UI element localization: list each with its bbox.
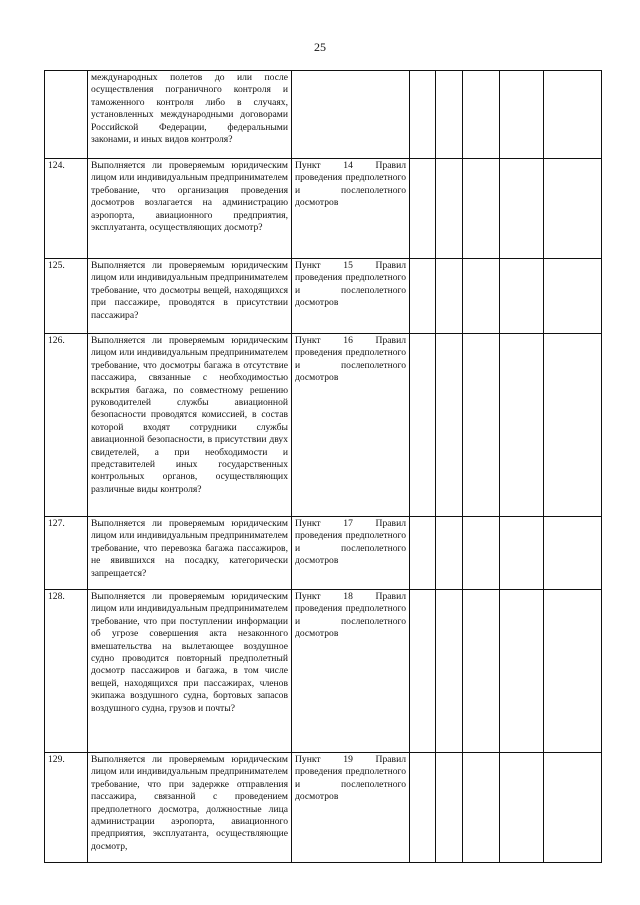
answer-cell (500, 259, 544, 334)
notes-cell (544, 517, 602, 590)
requirement-text: Выполняется ли проверяемым юридическим лицом или индивидуальным предпринимателем требование, что при задержке отправления пассажира, связанной с проведением предполетного досмотра, должностные лица администрации аэропорта, авиационного предприятия, эксплуатанта, осуществляющие досмотр, (88, 753, 292, 863)
row-number: 125. (45, 259, 88, 334)
table-row (45, 590, 602, 753)
requirement-text: Выполняется ли проверяемым юридическим лицом или индивидуальным предпринимателем требование, что организация проведения досмотров возлагается на администрацию аэропорта, авиационного предприятия, эксплуатанта, осуществляющих досмотр? (88, 159, 292, 259)
answer-cell (410, 159, 436, 259)
answer-cell (500, 334, 544, 517)
answer-cell (500, 71, 544, 159)
legal-reference: Пункт 17 Правил проведения предполетного и послеполетного досмотров (292, 517, 410, 590)
notes-cell (544, 159, 602, 259)
answer-cell (410, 259, 436, 334)
notes-cell (544, 753, 602, 863)
answer-cell (500, 159, 544, 259)
answer-cell (463, 334, 500, 517)
answer-cell (436, 753, 463, 863)
requirement-text: международных полетов до или после осуществления пограничного контроля и таможенного контроля либо в случаях, установленных международными договорами Российской Федерации, федеральными законами, и иных видов контроля? (88, 71, 292, 159)
requirement-text: Выполняется ли проверяемым юридическим лицом или индивидуальным предпринимателем требование, что перевозка багажа пассажиров, не явившихся на посадку, категорически запрещается? (88, 517, 292, 590)
answer-cell (463, 71, 500, 159)
notes-cell (544, 334, 602, 517)
legal-reference: Пункт 18 Правил проведения предполетного и послеполетного досмотров (292, 590, 410, 753)
requirement-text: Выполняется ли проверяемым юридическим лицом или индивидуальным предпринимателем требование, что досмотры багажа в отсутствие пассажира, связанные с необходимостью вскрытия багажа, по совместному решению руководителей службы авиационной безопасности проводятся комиссией, в состав которой входят сотрудники службы авиационной безопасности, в присутствии двух свидетелей, а при необходимости и представителей иных государственных контрольных органов, осуществляющих различные виды контроля? (88, 334, 292, 517)
legal-reference: Пункт 15 Правил проведения предполетного и послеполетного досмотров (292, 259, 410, 334)
legal-reference: Пункт 16 Правил проведения предполетного и послеполетного досмотров (292, 334, 410, 517)
legal-reference: Пункт 19 Правил проведения предполетного и послеполетного досмотров (292, 753, 410, 863)
answer-cell (410, 334, 436, 517)
answer-cell (463, 159, 500, 259)
row-number: 126. (45, 334, 88, 517)
table-row (45, 334, 602, 517)
row-number (45, 71, 88, 159)
answer-cell (410, 753, 436, 863)
answer-cell (436, 334, 463, 517)
answer-cell (500, 517, 544, 590)
notes-cell (544, 259, 602, 334)
table-row (45, 159, 602, 259)
answer-cell (500, 590, 544, 753)
row-number: 127. (45, 517, 88, 590)
answer-cell (410, 590, 436, 753)
answer-cell (500, 753, 544, 863)
table-row (45, 517, 602, 590)
checklist-table (44, 70, 602, 863)
legal-reference (292, 71, 410, 159)
table-row (45, 71, 602, 159)
row-number: 129. (45, 753, 88, 863)
answer-cell (410, 71, 436, 159)
row-number: 124. (45, 159, 88, 259)
answer-cell (463, 590, 500, 753)
answer-cell (436, 590, 463, 753)
requirement-text: Выполняется ли проверяемым юридическим лицом или индивидуальным предпринимателем требование, что досмотры вещей, находящихся при пассажире, проводятся в присутствии пассажира? (88, 259, 292, 334)
answer-cell (436, 159, 463, 259)
row-number: 128. (45, 590, 88, 753)
answer-cell (436, 71, 463, 159)
page-number: 25 (314, 40, 326, 54)
notes-cell (544, 590, 602, 753)
requirement-text: Выполняется ли проверяемым юридическим лицом или индивидуальным предпринимателем требование, что при поступлении информации об угрозе совершения акта незаконного вмешательства на вылетающее воздушное судно проводится повторный предполетный досмотр пассажиров и багажа, в том числе вещей, находящихся при пассажирах, членов экипажа воздушного судна, бортовых запасов воздушного судна, грузов и почты? (88, 590, 292, 753)
legal-reference: Пункт 14 Правил проведения предполетного и послеполетного досмотров (292, 159, 410, 259)
answer-cell (436, 259, 463, 334)
answer-cell (410, 517, 436, 590)
answer-cell (463, 517, 500, 590)
table-row (45, 259, 602, 334)
answer-cell (436, 517, 463, 590)
table-row (45, 753, 602, 863)
answer-cell (463, 753, 500, 863)
notes-cell (544, 71, 602, 159)
answer-cell (463, 259, 500, 334)
